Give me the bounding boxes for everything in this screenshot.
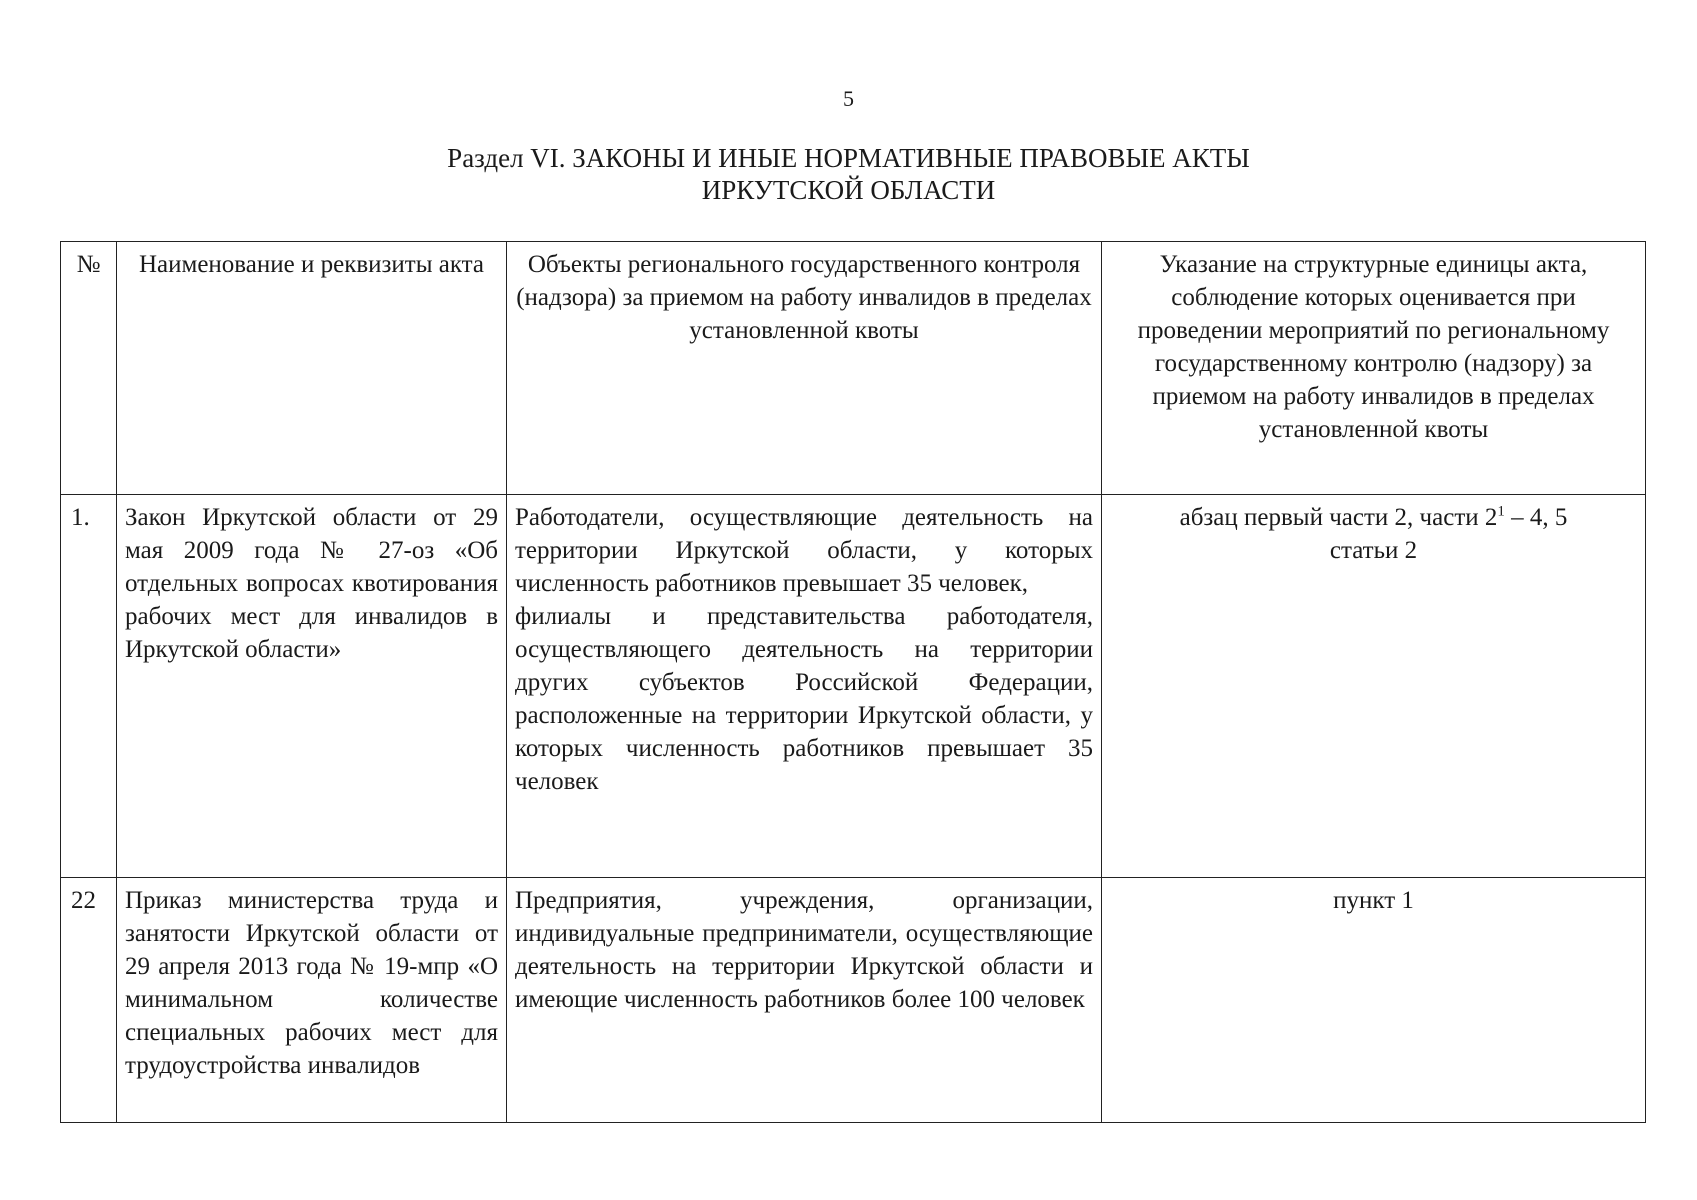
header-num: №	[61, 242, 117, 495]
act-reference	[1102, 495, 1646, 878]
act-objects	[507, 495, 1102, 878]
act-reference-line	[1110, 501, 1637, 534]
header-reference: Указание на структурные единицы акта, соблюдение которых оценивается при проведении мероприятий по региональному государственному контролю (надзору) за приемом на работу инвалидов в пределах установленной квоты	[1102, 242, 1646, 495]
section-title-line1: Раздел VI. ЗАКОНЫ И ИНЫЕ НОРМАТИВНЫЕ ПРАВОВЫЕ АКТЫ	[447, 143, 1250, 173]
section-title-line2: ИРКУТСКОЙ ОБЛАСТИ	[701, 175, 996, 205]
table-row	[61, 878, 1646, 1123]
header-objects: Объекты регионального государственного контроля (надзора) за приемом на работу инвалидов в пределах установленной квоты	[507, 242, 1102, 495]
act-objects: Предприятия, учреждения, организации, индивидуальные предприниматели, осуществляющие деятельность на территории Иркутской области и имеющие численность работников более 100 человек	[507, 878, 1102, 1123]
act-reference-text: абзац первый части 2, части 2	[1179, 504, 1498, 531]
act-objects-paragraph: филиалы и представительства работодателя, осуществляющего деятельность на территории других субъектов Российской Федерации, расположенные на территории Иркутской области, у которых численность работников превышает 35 человек	[515, 603, 1093, 795]
act-objects-paragraph: Работодатели, осуществляющие деятельность на территории Иркутской области, у которых численность работников превышает 35 человек,	[515, 504, 1093, 597]
header-name: Наименование и реквизиты акта	[117, 242, 507, 495]
acts-table	[60, 241, 1646, 1123]
act-reference-line: статьи 2	[1329, 537, 1418, 564]
row-number: 22	[61, 878, 117, 1123]
act-name: Приказ министерства труда и занятости Иркутской области от 29 апреля 2013 года № 19-мпр «О минимальном количестве специальных рабочих мест для трудоустройства инвалидов	[117, 878, 507, 1123]
act-reference: пункт 1	[1102, 878, 1646, 1123]
section-title	[0, 142, 1697, 206]
act-reference-text: – 4, 5	[1504, 504, 1568, 531]
table-header-row	[61, 242, 1646, 495]
row-number: 1.	[61, 495, 117, 878]
table-row	[61, 495, 1646, 878]
act-reference-superscript: 1	[1497, 503, 1505, 520]
page-number: 5	[843, 86, 854, 111]
act-name: Закон Иркутской области от 29 мая 2009 года № 27-оз «Об отдельных вопросах квотирования рабочих мест для инвалидов в Иркутской области»	[117, 495, 507, 878]
